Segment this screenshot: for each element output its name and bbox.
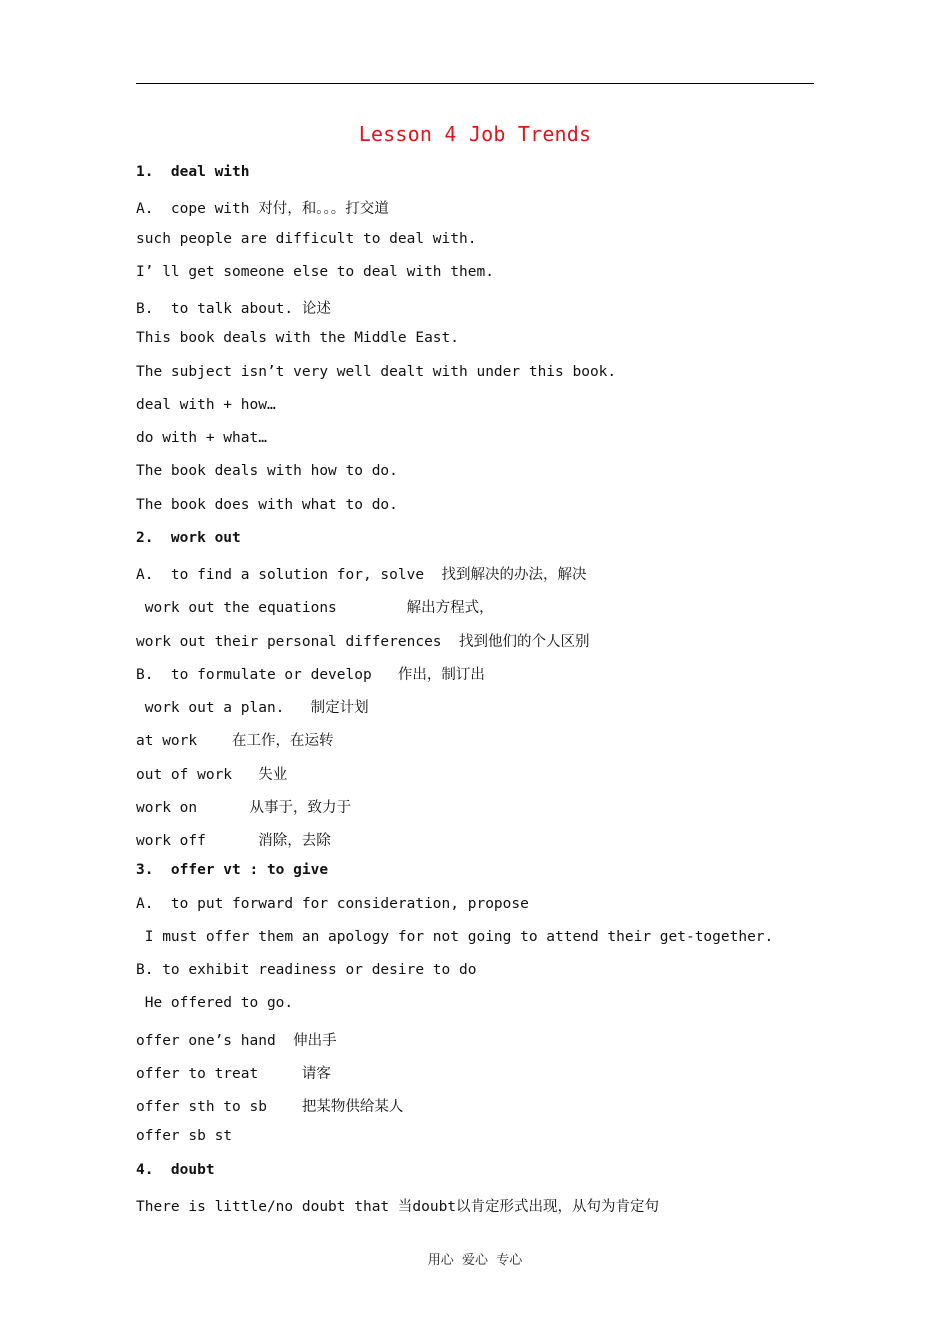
text-line: work off 消除，去除 — [136, 833, 331, 849]
text-line: The book does with what to do. — [136, 496, 398, 513]
text-line: such people are difficult to deal with. — [136, 230, 477, 247]
text-line: work on 从事于，致力于 — [136, 799, 351, 816]
header-rule — [136, 83, 814, 84]
text-line: A. to put forward for consideration, propose — [136, 895, 529, 912]
text-line: I must offer them an apology for not going to attend their get-together. — [136, 928, 774, 945]
document-title: Lesson 4 Job Trends — [358, 122, 592, 146]
text-line: out of work 失业 — [136, 766, 288, 783]
section-heading: 2. work out — [136, 529, 241, 546]
text-line: at work 在工作，在运转 — [136, 733, 334, 750]
section-heading: 4. doubt — [136, 1161, 215, 1178]
text-line: B. to talk about. 论述 — [136, 301, 331, 317]
text-line: The book deals with how to do. — [136, 463, 398, 480]
text-line: offer one’s hand 伸出手 — [136, 1032, 337, 1049]
text-line: deal with + how… — [136, 396, 276, 413]
text-line: A. cope with 对付，和。。。打交道 — [136, 201, 389, 218]
page-footer: 用心 爱心 专心 — [427, 1253, 523, 1268]
text-line: B. to exhibit readiness or desire to do — [136, 962, 477, 978]
text-line: He offered to go. — [136, 995, 294, 1012]
text-line: do with + what… — [136, 430, 267, 446]
text-line: A. to find a solution for, solve 找到解决的办法，解决 — [136, 567, 587, 583]
text-line: offer sth to sb 把某物供给某人 — [136, 1099, 404, 1115]
text-line: B. to formulate or develop 作出，制订出 — [136, 666, 485, 683]
section-heading: 1. deal with — [136, 164, 250, 180]
text-line: The subject isn’t very well dealt with under this book. — [136, 363, 617, 380]
text-line: I’ ll get someone else to deal with them. — [136, 263, 494, 280]
text-line: This book deals with the Middle East. — [136, 330, 460, 347]
text-line: There is little/no doubt that 当doubt以肯定形式出现，从句为肯定句 — [136, 1198, 660, 1215]
text-line: offer sb st — [136, 1128, 233, 1145]
text-line: work out the equations 解出方程式， — [136, 600, 494, 617]
text-line: offer to treat 请客 — [136, 1065, 331, 1082]
text-line: work out a plan. 制定计划 — [136, 700, 369, 716]
text-line: work out their personal differences 找到他们的个人区别 — [136, 633, 590, 650]
section-heading: 3. offer vt : to give — [136, 862, 329, 879]
